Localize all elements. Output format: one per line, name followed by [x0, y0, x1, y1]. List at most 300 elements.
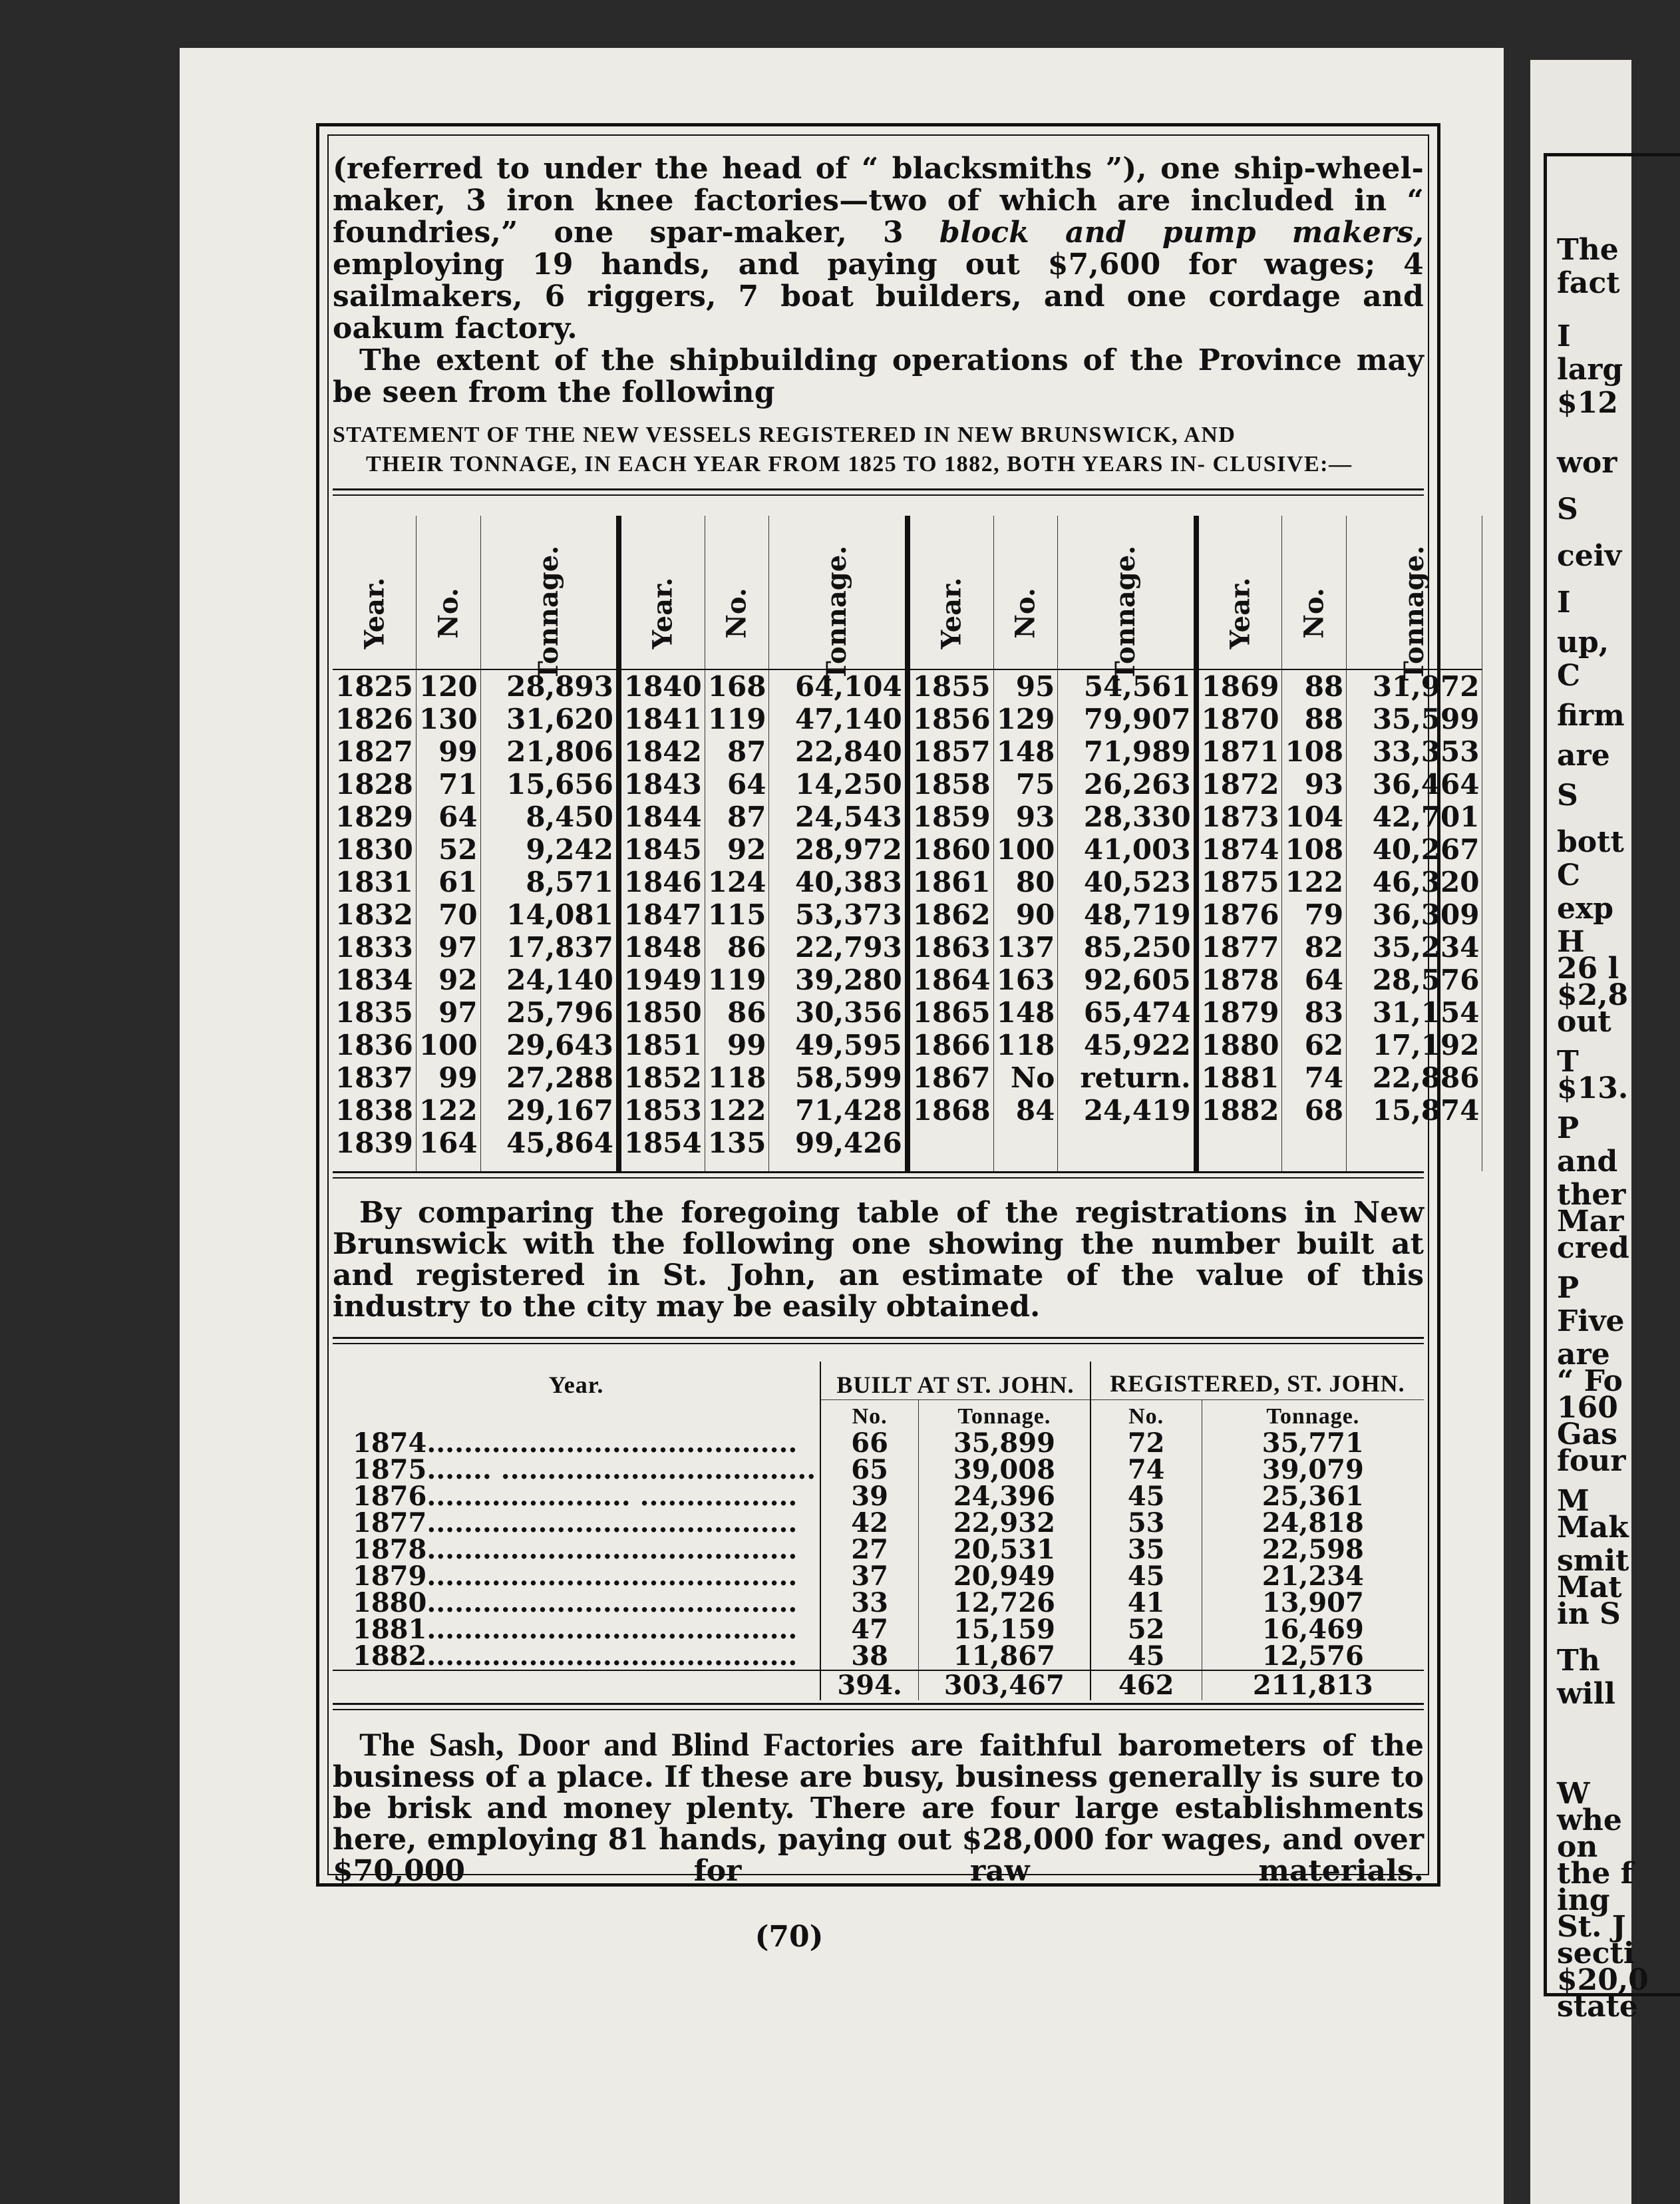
- reg-tonnage-cell: 31,620: [480, 703, 619, 735]
- built-no-cell: 42: [820, 1510, 918, 1537]
- reg-tonnage-cell: 28,893: [480, 669, 619, 703]
- reg-no-cell: [1282, 1127, 1347, 1171]
- reg-year-cell: [1196, 1127, 1282, 1171]
- reg-no-cell: 75: [993, 768, 1058, 801]
- reg-no-cell: 118: [705, 1061, 769, 1094]
- reg-no-cell: 122: [705, 1094, 769, 1127]
- built-no-cell: 33: [820, 1590, 918, 1616]
- reg-year-cell: 1870: [1196, 703, 1282, 735]
- reg-row: [333, 964, 1482, 996]
- leader-dots: ........................................: [426, 1534, 798, 1565]
- reg-tonnage-cell: 85,250: [1058, 931, 1196, 964]
- st-john-year: 1879: [353, 1561, 427, 1592]
- reg-no-cell: 92: [705, 833, 769, 866]
- total-built-tonnage: 303,467: [919, 1670, 1091, 1700]
- reg-header-label: Year.: [647, 577, 679, 649]
- reg-header-label: Year.: [1224, 577, 1256, 649]
- registered-tonnage-cell: 25,361: [1202, 1483, 1424, 1510]
- reg-no-cell: 97: [416, 996, 480, 1029]
- reg-no-cell: 86: [705, 931, 769, 964]
- right-page-fragment: “ Fo: [1557, 1364, 1623, 1398]
- reg-row: [333, 1061, 1482, 1094]
- reg-tonnage-cell: 28,972: [769, 833, 908, 866]
- reg-tonnage-cell: 22,886: [1347, 1061, 1482, 1094]
- right-page-fragment: Mar: [1557, 1204, 1624, 1238]
- reg-year-cell: 1853: [619, 1094, 705, 1127]
- statement-heading-line1: STATEMENT OF THE NEW VESSELS REGISTERED IN NEW BRUNSWICK, AND: [333, 423, 1236, 447]
- reg-tonnage-cell: 40,383: [769, 866, 908, 898]
- st-john-year-cell: [333, 1507, 820, 1539]
- reg-no-cell: 84: [993, 1094, 1058, 1127]
- reg-no-cell: [993, 1127, 1058, 1171]
- reg-tonnage-cell: 29,167: [480, 1094, 619, 1127]
- right-page-fragment: on: [1557, 1830, 1598, 1864]
- reg-tonnage-cell: 71,428: [769, 1094, 908, 1127]
- reg-no-cell: 79: [1282, 898, 1347, 931]
- built-tonnage-cell: 11,867: [919, 1643, 1091, 1670]
- reg-header-2-0: [619, 516, 705, 669]
- reg-no-cell: 148: [993, 735, 1058, 768]
- reg-header-label: Tonnage.: [1110, 545, 1142, 681]
- reg-header-3-2: [1058, 516, 1196, 681]
- reg-row: [333, 703, 1482, 735]
- right-page-fragment: are: [1557, 1338, 1610, 1372]
- reg-tonnage-cell: 99,426: [769, 1127, 908, 1171]
- reg-header-1-0: [333, 516, 416, 669]
- registered-no-cell: 45: [1091, 1563, 1202, 1590]
- st-john-built-header: BUILT AT ST. JOHN.: [820, 1362, 1091, 1400]
- reg-tonnage-cell: 71,989: [1058, 735, 1196, 768]
- reg-no-cell: 86: [705, 996, 769, 1029]
- registered-tonnage-header: Tonnage.: [1202, 1400, 1424, 1431]
- reg-no-cell: 163: [993, 964, 1058, 996]
- reg-row: [333, 735, 1482, 768]
- right-page-fragment: in S: [1557, 1597, 1621, 1631]
- right-page-fragment: state: [1557, 1990, 1638, 2024]
- reg-no-cell: 99: [416, 1061, 480, 1094]
- st-john-year: 1877: [353, 1507, 427, 1539]
- reg-row: [333, 768, 1482, 801]
- registered-no-cell: 72: [1091, 1430, 1202, 1457]
- reg-tonnage-cell: 64,104: [769, 669, 908, 703]
- reg-no-cell: 122: [1282, 866, 1347, 898]
- reg-no-cell: 99: [705, 1029, 769, 1061]
- st-john-bottom-rule: [333, 1703, 1424, 1710]
- reg-tonnage-cell: [1347, 1127, 1482, 1171]
- reg-year-cell: 1857: [908, 735, 993, 768]
- reg-year-cell: 1871: [1196, 735, 1282, 768]
- reg-tonnage-cell: 36,464: [1347, 768, 1482, 801]
- st-john-year: 1881: [353, 1614, 427, 1645]
- reg-row: [333, 1094, 1482, 1127]
- right-page-fragment: C: [1557, 659, 1581, 693]
- registered-no-header: No.: [1091, 1400, 1202, 1431]
- reg-no-cell: 148: [993, 996, 1058, 1029]
- reg-year-cell: 1863: [908, 931, 993, 964]
- st-john-row: [333, 1430, 1424, 1457]
- registered-no-cell: 35: [1091, 1537, 1202, 1563]
- page-number: (70): [755, 1920, 824, 1954]
- built-no-cell: 38: [820, 1643, 918, 1670]
- reg-tonnage-cell: 41,003: [1058, 833, 1196, 866]
- reg-year-cell: 1855: [908, 669, 993, 703]
- sash-paragraph-text: are faithful barometers of the business of a place. If these are busy, business generally is sure to be brisk and money plenty. There are four large establishments here, employing 81 hands, paying out $28,000 for wages, and over $70,000 for raw materials.: [333, 1729, 1424, 1888]
- reg-no-cell: 100: [416, 1029, 480, 1061]
- right-page-fragment: the f: [1557, 1857, 1633, 1891]
- right-page-fragment: whe: [1557, 1803, 1622, 1837]
- right-page-fragment: exp: [1557, 892, 1613, 926]
- reg-no-cell: 130: [416, 703, 480, 735]
- st-john-top-rule: [333, 1337, 1424, 1344]
- extent-paragraph: The extent of the shipbuilding operations of the Province may be seen from the following: [333, 343, 1424, 409]
- reg-tonnage-cell: 79,907: [1058, 703, 1196, 735]
- built-tonnage-header: Tonnage.: [919, 1400, 1091, 1431]
- right-page-fragment: Five: [1557, 1304, 1625, 1338]
- right-page-fragment: wor: [1557, 446, 1617, 480]
- reg-no-cell: 87: [705, 735, 769, 768]
- st-john-row: [333, 1510, 1424, 1537]
- reg-no-cell: 64: [1282, 964, 1347, 996]
- reg-tonnage-cell: 8,450: [480, 801, 619, 833]
- right-page-fragment: bott: [1557, 825, 1624, 859]
- built-tonnage-cell: 35,899: [919, 1430, 1091, 1457]
- reg-year-cell: 1850: [619, 996, 705, 1029]
- right-page-fragment: Mak: [1557, 1511, 1629, 1545]
- reg-tonnage-cell: 46,320: [1347, 866, 1482, 898]
- reg-tonnage-cell: 24,543: [769, 801, 908, 833]
- reg-no-cell: 135: [705, 1127, 769, 1171]
- reg-tonnage-cell: 31,972: [1347, 669, 1482, 703]
- reg-header-4-2: [1347, 516, 1482, 681]
- leader-dots: ....... ..................................: [426, 1454, 816, 1485]
- reg-year-cell: 1873: [1196, 801, 1282, 833]
- right-page-fragment: smit: [1557, 1544, 1629, 1578]
- reg-no-cell: 88: [1282, 669, 1347, 703]
- reg-year-cell: 1858: [908, 768, 993, 801]
- reg-year-cell: 1869: [1196, 669, 1282, 703]
- reg-tonnage-cell: 49,595: [769, 1029, 908, 1061]
- reg-year-cell: 1840: [619, 669, 705, 703]
- reg-tonnage-cell: 22,793: [769, 931, 908, 964]
- right-page-fragment: S: [1557, 492, 1578, 526]
- reg-tonnage-cell: 14,250: [769, 768, 908, 801]
- reg-year-cell: [908, 1127, 993, 1171]
- reg-row: [333, 866, 1482, 898]
- right-page-fragment: T: [1557, 1045, 1579, 1079]
- registered-tonnage-cell: 39,079: [1202, 1457, 1424, 1483]
- reg-no-cell: 82: [1282, 931, 1347, 964]
- right-page-fragment: I: [1557, 319, 1571, 353]
- reg-no-cell: 108: [1282, 735, 1347, 768]
- right-page-fragment: C: [1557, 858, 1581, 892]
- reg-row: [333, 1127, 1482, 1171]
- reg-tonnage-cell: 21,806: [480, 735, 619, 768]
- reg-no-cell: 90: [993, 898, 1058, 931]
- page-content: [333, 152, 1480, 1888]
- st-john-year-cell: [333, 1534, 820, 1565]
- reg-tonnage-cell: 36,309: [1347, 898, 1482, 931]
- right-page-fragment: four: [1557, 1444, 1626, 1478]
- reg-no-cell: 118: [993, 1029, 1058, 1061]
- st-john-year: 1878: [353, 1534, 427, 1565]
- reg-no-cell: 88: [1282, 703, 1347, 735]
- total-registered-no: 462: [1091, 1670, 1202, 1700]
- reg-row: [333, 669, 1482, 703]
- reg-no-cell: 168: [705, 669, 769, 703]
- reg-no-cell: 124: [705, 866, 769, 898]
- right-page-fragment: W: [1557, 1777, 1590, 1811]
- right-page-fragment: P: [1557, 1271, 1580, 1305]
- leader-dots: ........................................: [426, 1587, 798, 1618]
- right-page-fragment: cred: [1557, 1231, 1629, 1265]
- right-page-fragment: Th: [1557, 1644, 1600, 1678]
- reg-year-cell: 1847: [619, 898, 705, 931]
- reg-year-cell: 1949: [619, 964, 705, 996]
- reg-no-cell: 108: [1282, 833, 1347, 866]
- registered-tonnage-cell: 22,598: [1202, 1537, 1424, 1563]
- total-registered-tonnage: 211,813: [1202, 1670, 1424, 1700]
- reg-no-cell: 99: [416, 735, 480, 768]
- reg-tonnage-cell: 40,523: [1058, 866, 1196, 898]
- reg-year-cell: 1874: [1196, 833, 1282, 866]
- right-page-fragment: 160: [1557, 1391, 1618, 1425]
- reg-year-cell: 1832: [333, 898, 416, 931]
- comparison-paragraph: By comparing the foregoing table of the registrations in New Brunswick with the following one showing the number built at and registered in St. John, an estimate of the value of this industry to the city may be easily obtained.: [333, 1196, 1424, 1324]
- reg-tonnage-cell: 54,561: [1058, 669, 1196, 703]
- leader-dots: ........................................: [426, 1640, 798, 1672]
- st-john-row: [333, 1537, 1424, 1563]
- reg-year-cell: 1841: [619, 703, 705, 735]
- reg-tonnage-cell: 26,263: [1058, 768, 1196, 801]
- reg-header-label: Tonnage.: [532, 545, 564, 681]
- statement-heading-line2: THEIR TONNAGE, IN EACH YEAR FROM 1825 TO 1882, BOTH YEARS IN- CLUSIVE:—: [366, 452, 1353, 476]
- leader-dots: ........................................: [426, 1507, 798, 1539]
- reg-tonnage-cell: 31,154: [1347, 996, 1482, 1029]
- built-tonnage-cell: 12,726: [919, 1590, 1091, 1616]
- reg-year-cell: 1862: [908, 898, 993, 931]
- built-tonnage-cell: 15,159: [919, 1616, 1091, 1643]
- st-john-year-header: Year.: [548, 1372, 604, 1398]
- reg-year-cell: 1848: [619, 931, 705, 964]
- st-john-year-cell: [333, 1563, 820, 1590]
- reg-row: [333, 801, 1482, 833]
- statement-heading: [333, 421, 1424, 479]
- reg-year-cell: 1827: [333, 735, 416, 768]
- built-no-cell: 39: [820, 1483, 918, 1510]
- built-tonnage-cell: 39,008: [919, 1457, 1091, 1483]
- reg-header-2-1: [705, 516, 769, 669]
- st-john-totals-row: [333, 1670, 1424, 1700]
- reg-tonnage-cell: 29,643: [480, 1029, 619, 1061]
- st-john-year: 1875: [353, 1454, 427, 1485]
- reg-year-cell: 1868: [908, 1094, 993, 1127]
- reg-header-label: Tonnage.: [821, 545, 853, 681]
- reg-year-cell: 1843: [619, 768, 705, 801]
- right-page-fragment: Mat: [1557, 1570, 1622, 1604]
- right-page-fragment: $12: [1557, 386, 1618, 420]
- st-john-year-cell: [333, 1616, 820, 1643]
- reg-tonnage-cell: 35,599: [1347, 703, 1482, 735]
- reg-tonnage-cell: 33,353: [1347, 735, 1482, 768]
- reg-year-cell: 1860: [908, 833, 993, 866]
- reg-year-cell: 1836: [333, 1029, 416, 1061]
- reg-tonnage-cell: 47,140: [769, 703, 908, 735]
- reg-year-cell: 1864: [908, 964, 993, 996]
- reg-tonnage-cell: 28,330: [1058, 801, 1196, 833]
- built-no-header: No.: [820, 1400, 918, 1431]
- right-page-fragment: ther: [1557, 1178, 1626, 1212]
- registered-no-cell: 45: [1091, 1643, 1202, 1670]
- right-page-fragment: M: [1557, 1484, 1590, 1518]
- registered-tonnage-cell: 24,818: [1202, 1510, 1424, 1537]
- reg-year-cell: 1866: [908, 1029, 993, 1061]
- st-john-year: 1882: [353, 1640, 427, 1672]
- reg-tonnage-cell: 42,701: [1347, 801, 1482, 833]
- reg-tonnage-cell: 17,837: [480, 931, 619, 964]
- st-john-row: [333, 1483, 1424, 1510]
- right-page-fragment: S: [1557, 779, 1578, 813]
- right-page-fragment: H: [1557, 925, 1585, 959]
- reg-no-cell: 61: [416, 866, 480, 898]
- reg-tonnage-cell: 24,140: [480, 964, 619, 996]
- reg-year-cell: 1872: [1196, 768, 1282, 801]
- built-tonnage-cell: 20,949: [919, 1563, 1091, 1590]
- reg-header-3-0: [908, 516, 993, 669]
- reg-tonnage-cell: 8,571: [480, 866, 619, 898]
- registered-no-cell: 45: [1091, 1483, 1202, 1510]
- reg-no-cell: 129: [993, 703, 1058, 735]
- reg-header-label: Year.: [358, 577, 390, 649]
- reg-no-cell: 137: [993, 931, 1058, 964]
- reg-header-4-0: [1196, 516, 1282, 669]
- right-page-fragment: secti: [1557, 1936, 1635, 1970]
- registered-tonnage-cell: 16,469: [1202, 1616, 1424, 1643]
- reg-header-1-2: [480, 516, 619, 681]
- reg-year-cell: 1876: [1196, 898, 1282, 931]
- right-page-fragment: ing: [1557, 1883, 1610, 1917]
- reg-header-3-1: [993, 516, 1058, 669]
- reg-tonnage-cell: 28,576: [1347, 964, 1482, 996]
- intro-paragraph: (referred to under the head of “ blacksmiths ”), one ship-wheel-maker, 3 iron knee factories—two of which are included in “ foundries,” one spar-maker, 3 block and pump makers, employing 19 hands, and paying out $7,600 for wages; 4 sailmakers, 6 riggers, 7 boat builders, and one cordage and oakum factory.: [333, 152, 1424, 345]
- reg-year-cell: 1879: [1196, 996, 1282, 1029]
- leader-dots: ........................................: [426, 1561, 798, 1592]
- reg-year-cell: 1830: [333, 833, 416, 866]
- reg-no-cell: 164: [416, 1127, 480, 1171]
- st-john-year-cell: [333, 1483, 820, 1510]
- reg-header-2-2: [769, 516, 908, 681]
- reg-no-cell: 104: [1282, 801, 1347, 833]
- reg-tonnage-cell: 40,267: [1347, 833, 1482, 866]
- st-john-row: [333, 1590, 1424, 1616]
- right-page-fragment: up,: [1557, 626, 1609, 659]
- right-page-fragment: fact: [1557, 266, 1620, 300]
- reg-row: [333, 1029, 1482, 1061]
- right-page-fragment: St. J: [1557, 1910, 1626, 1944]
- right-page-fragment: are: [1557, 739, 1610, 773]
- right-page: [1530, 60, 1649, 2204]
- reg-year-cell: 1882: [1196, 1094, 1282, 1127]
- reg-tonnage-cell: 45,864: [480, 1127, 619, 1171]
- st-john-year: 1876: [353, 1481, 427, 1512]
- reg-year-cell: 1846: [619, 866, 705, 898]
- right-page-fragment: $2,8: [1557, 978, 1629, 1012]
- right-page-fragment: firm: [1557, 699, 1625, 733]
- reg-no-cell: 93: [1282, 768, 1347, 801]
- st-john-row: [333, 1616, 1424, 1643]
- reg-tonnage-cell: 48,719: [1058, 898, 1196, 931]
- leader-dots: ...................... .................: [426, 1481, 798, 1512]
- reg-row: [333, 931, 1482, 964]
- right-page-fragment: will: [1557, 1677, 1616, 1711]
- reg-year-cell: 1878: [1196, 964, 1282, 996]
- reg-tonnage-cell: return.: [1058, 1061, 1196, 1094]
- reg-year-cell: 1834: [333, 964, 416, 996]
- reg-year-cell: 1856: [908, 703, 993, 735]
- reg-tonnage-cell: 30,356: [769, 996, 908, 1029]
- reg-no-cell: 71: [416, 768, 480, 801]
- st-john-year-cell: [333, 1587, 820, 1618]
- reg-row: [333, 996, 1482, 1029]
- registered-tonnage-cell: 13,907: [1202, 1590, 1424, 1616]
- registered-tonnage-cell: 21,234: [1202, 1563, 1424, 1590]
- st-john-registered-header: REGISTERED, ST. JOHN.: [1091, 1362, 1424, 1400]
- reg-year-cell: 1845: [619, 833, 705, 866]
- reg-year-cell: 1859: [908, 801, 993, 833]
- sash-paragraph: [333, 1726, 1424, 1888]
- reg-no-cell: 68: [1282, 1094, 1347, 1127]
- built-tonnage-cell: 20,531: [919, 1537, 1091, 1563]
- reg-year-cell: 1861: [908, 866, 993, 898]
- reg-tonnage-cell: 45,922: [1058, 1029, 1196, 1061]
- right-page-fragment: ceiv: [1557, 539, 1622, 573]
- reg-header-1-1: [416, 516, 480, 669]
- reg-header-label: No.: [721, 588, 753, 639]
- reg-tonnage-cell: 39,280: [769, 964, 908, 996]
- reg-tonnage-cell: 24,419: [1058, 1094, 1196, 1127]
- reg-no-cell: 74: [1282, 1061, 1347, 1094]
- reg-year-cell: 1875: [1196, 866, 1282, 898]
- registered-tonnage-cell: 12,576: [1202, 1643, 1424, 1670]
- reg-no-cell: 92: [416, 964, 480, 996]
- right-page-fragment: The: [1557, 233, 1619, 267]
- registered-no-cell: 52: [1091, 1616, 1202, 1643]
- table-top-rule: [333, 488, 1424, 496]
- st-john-row: [333, 1643, 1424, 1670]
- reg-no-cell: 100: [993, 833, 1058, 866]
- reg-year-cell: 1877: [1196, 931, 1282, 964]
- reg-year-cell: 1826: [333, 703, 416, 735]
- reg-year-cell: 1838: [333, 1094, 416, 1127]
- reg-tonnage-cell: 22,840: [769, 735, 908, 768]
- built-tonnage-cell: 22,932: [919, 1510, 1091, 1537]
- reg-year-cell: 1865: [908, 996, 993, 1029]
- right-page-fragment: P: [1557, 1111, 1580, 1145]
- reg-year-cell: 1842: [619, 735, 705, 768]
- reg-no-cell: 80: [993, 866, 1058, 898]
- reg-year-cell: 1829: [333, 801, 416, 833]
- reg-no-cell: 119: [705, 964, 769, 996]
- reg-header-label: Tonnage.: [1399, 545, 1430, 681]
- built-no-cell: 27: [820, 1537, 918, 1563]
- reg-row: [333, 898, 1482, 931]
- reg-header-label: No.: [1009, 588, 1041, 639]
- st-john-year-cell: [333, 1427, 820, 1459]
- reg-no-cell: 115: [705, 898, 769, 931]
- reg-header-4-1: [1282, 516, 1347, 669]
- reg-no-cell: 64: [705, 768, 769, 801]
- st-john-table: [333, 1362, 1424, 1700]
- reg-no-cell: 62: [1282, 1029, 1347, 1061]
